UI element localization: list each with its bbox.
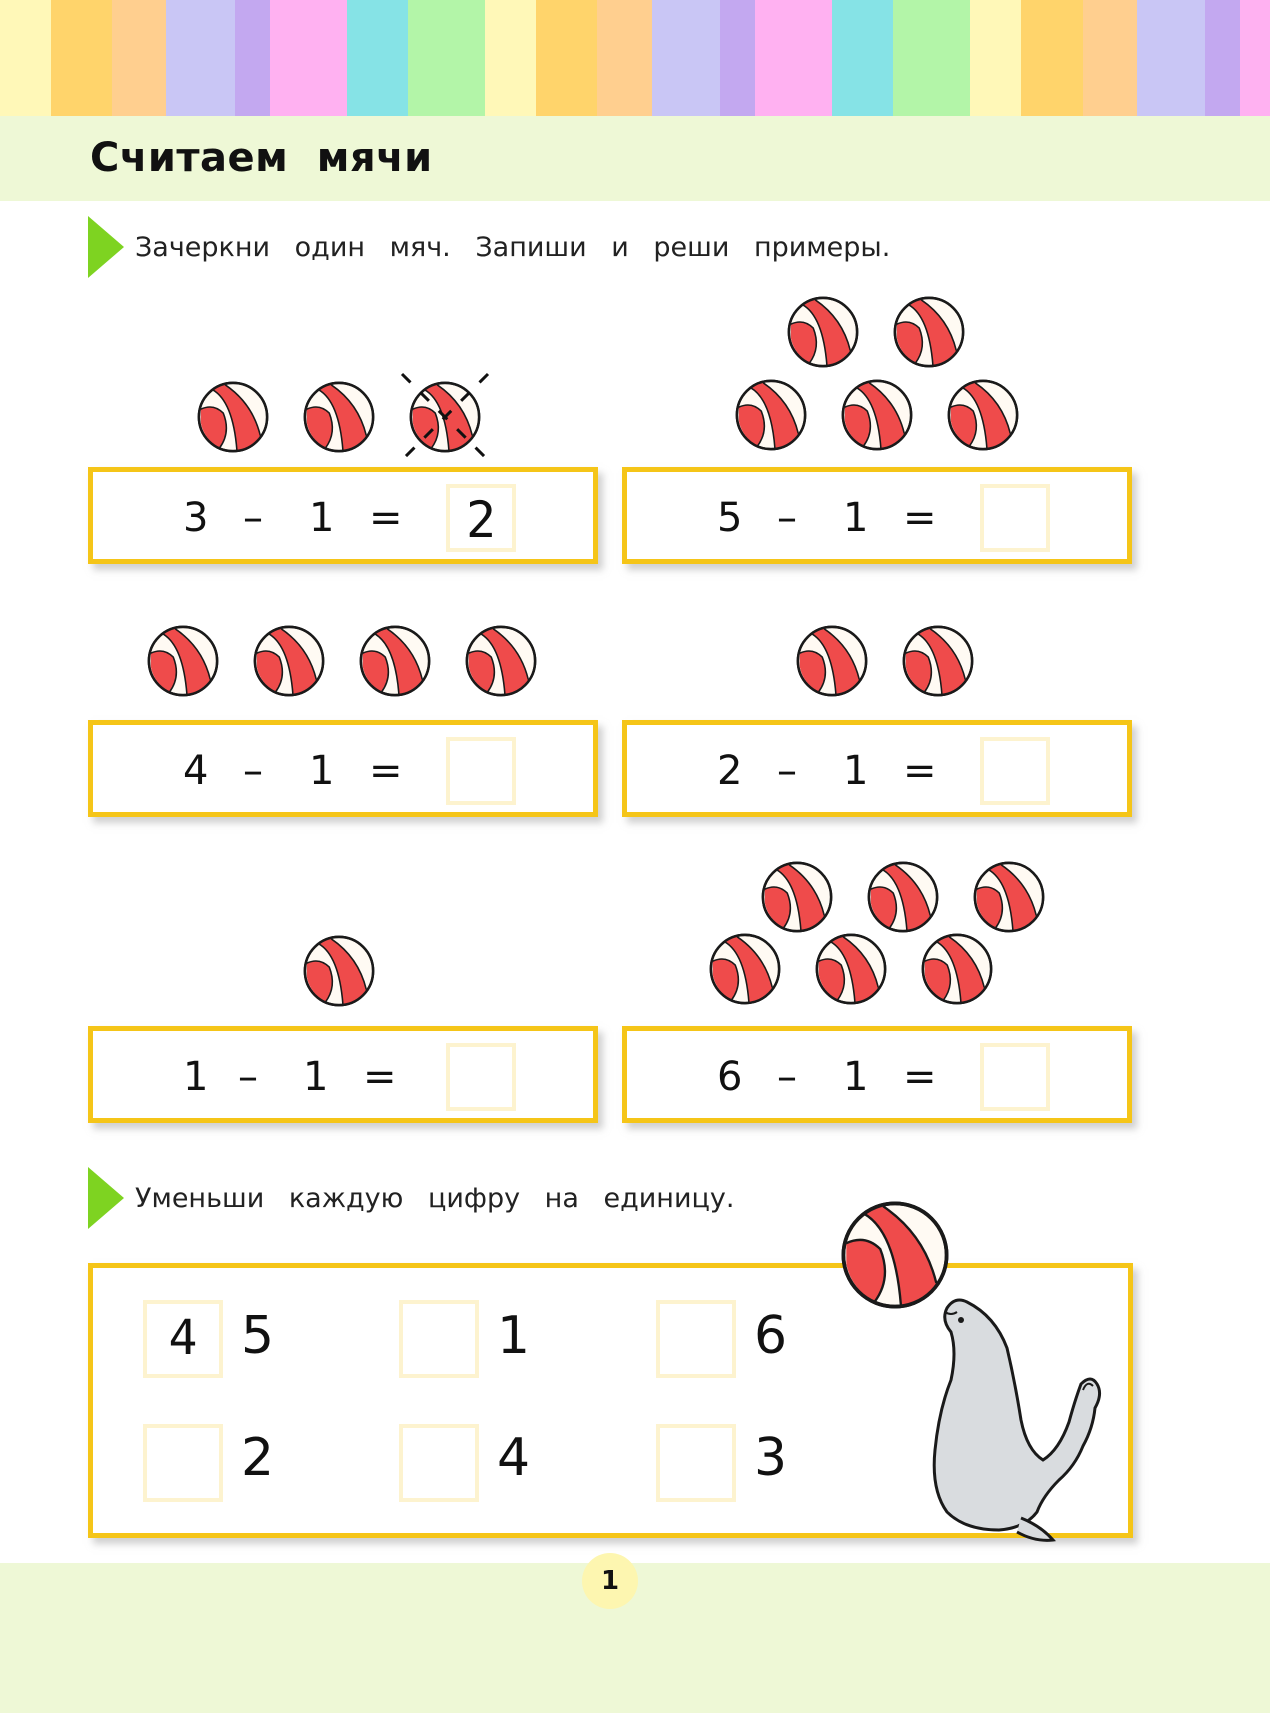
equals-sign: = <box>903 1054 937 1100</box>
ball[interactable] <box>732 376 810 454</box>
source-digit: 3 <box>754 1428 788 1488</box>
ball[interactable] <box>918 930 996 1008</box>
ball[interactable] <box>838 376 916 454</box>
answer-box[interactable] <box>143 1300 223 1378</box>
header-stripe <box>347 0 408 116</box>
header-stripe <box>970 0 1021 116</box>
header-stripe <box>485 0 536 116</box>
task-box-5 <box>88 1026 598 1123</box>
operand-b: 1 <box>843 1054 869 1100</box>
source-digit: 2 <box>241 1428 275 1488</box>
header-stripe <box>408 0 485 116</box>
page-number: 1 <box>600 1566 620 1596</box>
ball[interactable] <box>758 858 836 936</box>
header-stripe <box>166 0 234 116</box>
ball[interactable] <box>300 932 378 1010</box>
ball[interactable] <box>300 378 378 456</box>
answer-box[interactable] <box>656 1424 736 1502</box>
ball[interactable] <box>194 378 272 456</box>
source-digit: 1 <box>497 1306 531 1366</box>
header-stripe <box>51 0 112 116</box>
header-stripe <box>893 0 970 116</box>
header-stripe <box>1021 0 1082 116</box>
answer-box[interactable] <box>980 1043 1050 1111</box>
ball[interactable] <box>356 622 434 700</box>
header-stripe <box>652 0 720 116</box>
task-box-2 <box>622 467 1132 564</box>
header-stripe <box>536 0 597 116</box>
ball[interactable] <box>890 293 968 371</box>
ball[interactable] <box>899 622 977 700</box>
minus-sign: – <box>777 748 797 794</box>
operand-a: 1 <box>183 1054 209 1100</box>
source-digit: 4 <box>497 1428 531 1488</box>
header-stripes <box>0 0 1270 116</box>
answer-value: 4 <box>168 1310 198 1366</box>
header-stripe <box>1240 0 1270 116</box>
operand-b: 1 <box>843 495 869 541</box>
ball[interactable] <box>793 622 871 700</box>
header-stripe <box>720 0 755 116</box>
answer-box[interactable] <box>980 737 1050 805</box>
equals-sign: = <box>363 1054 397 1100</box>
ball[interactable] <box>706 930 784 1008</box>
answer-box[interactable] <box>446 484 516 552</box>
task-box-4 <box>622 720 1132 817</box>
operand-a: 3 <box>183 495 209 541</box>
minus-sign: – <box>243 495 263 541</box>
header-stripe <box>270 0 347 116</box>
equals-sign: = <box>903 495 937 541</box>
minus-sign: – <box>777 495 797 541</box>
ball[interactable] <box>864 858 942 936</box>
answer-value: 2 <box>465 491 497 549</box>
operand-b: 1 <box>309 495 335 541</box>
task-box-6 <box>622 1026 1132 1123</box>
page-title: Считаем мячи <box>90 135 433 181</box>
ball[interactable] <box>462 622 540 700</box>
operand-a: 2 <box>717 748 743 794</box>
exercise-2-arrow-icon <box>88 1167 124 1229</box>
exercise-2-instruction: Уменьши каждую цифру на единицу. <box>135 1183 735 1214</box>
task-box-3 <box>88 720 598 817</box>
minus-sign: – <box>243 748 263 794</box>
operand-a: 5 <box>717 495 743 541</box>
answer-box[interactable] <box>143 1424 223 1502</box>
ball[interactable] <box>144 622 222 700</box>
equals-sign: = <box>903 748 937 794</box>
ball[interactable] <box>812 930 890 1008</box>
header-stripe <box>112 0 166 116</box>
operand-b: 1 <box>303 1054 329 1100</box>
task-box-1 <box>88 467 598 564</box>
operand-a: 4 <box>183 748 209 794</box>
answer-box[interactable] <box>399 1300 479 1378</box>
source-digit: 5 <box>241 1306 275 1366</box>
header-stripe <box>1205 0 1240 116</box>
answer-box[interactable] <box>446 1043 516 1111</box>
exercise-1-instruction: Зачеркни один мяч. Запиши и реши примеры. <box>135 232 891 263</box>
ball[interactable] <box>970 858 1048 936</box>
header-stripe <box>1137 0 1205 116</box>
answer-box[interactable] <box>446 737 516 805</box>
header-stripe <box>235 0 270 116</box>
header-stripe <box>755 0 832 116</box>
source-digit: 6 <box>754 1306 788 1366</box>
answer-box[interactable] <box>399 1424 479 1502</box>
operand-b: 1 <box>309 748 335 794</box>
header-stripe <box>832 0 893 116</box>
cross-out-mark-icon <box>394 366 496 468</box>
operand-b: 1 <box>843 748 869 794</box>
header-stripe <box>0 0 51 116</box>
ball[interactable] <box>784 293 862 371</box>
equals-sign: = <box>369 495 403 541</box>
operand-a: 6 <box>717 1054 743 1100</box>
header-stripe <box>597 0 651 116</box>
answer-box[interactable] <box>980 484 1050 552</box>
answer-box[interactable] <box>656 1300 736 1378</box>
minus-sign: – <box>238 1054 258 1100</box>
ball[interactable] <box>944 376 1022 454</box>
ball[interactable] <box>250 622 328 700</box>
header-stripe <box>1083 0 1137 116</box>
equals-sign: = <box>369 748 403 794</box>
minus-sign: – <box>777 1054 797 1100</box>
seal-illustration-icon <box>925 1290 1125 1550</box>
exercise-1-arrow-icon <box>88 216 124 278</box>
